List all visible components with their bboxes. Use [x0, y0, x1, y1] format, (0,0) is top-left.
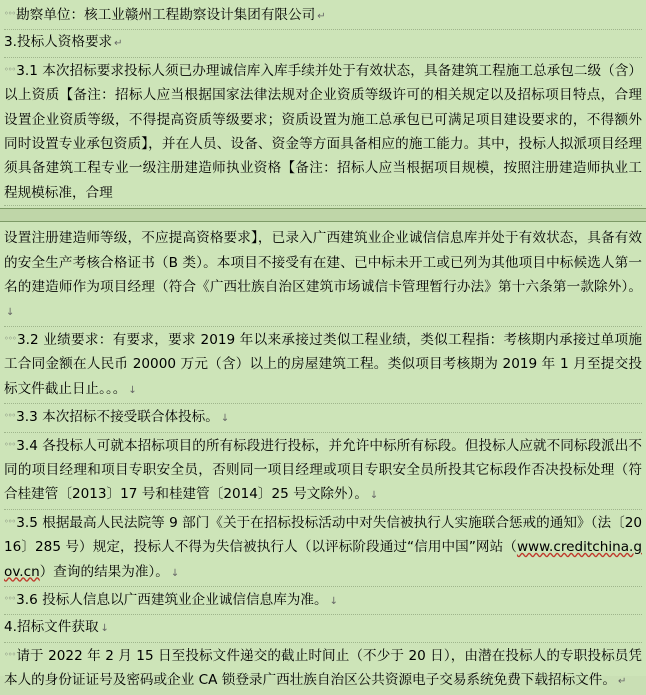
- paragraph-mark-icon: ◦◦◦: [4, 411, 16, 421]
- paragraph-mark-icon: ◦◦◦: [4, 649, 16, 659]
- paragraph-3-2-text: 3.2 业绩要求：有要求，要求 2019 年以来承接过类似工程业绩，类似工程指：考核期内承接过单项施工合同金额在人民币 20000 万元（含）以上的房屋建筑工程。类似项目考核期为 2019 年 1 月至提交投标文件截止日止。。。: [4, 331, 643, 397]
- paragraph-3-1-continued: [4, 226, 642, 327]
- paragraph-3-1: [4, 58, 642, 206]
- paragraph-3-2: [4, 327, 642, 404]
- return-mark-icon: ↵: [317, 11, 326, 22]
- paragraph-mark-icon: ◦◦◦: [4, 9, 16, 18]
- paragraph-4-text: 请于 2022 年 2 月 15 日至投标文件递交的截止时间止（不少于 20 日），由潜在投标人的专职投标员凭本人的身份证证号及密码或企业 CA 锁登录广西壮族自治区公共资源电子交易系统免费下载招标文件。: [4, 647, 642, 689]
- return-mark-icon: ↓: [329, 595, 338, 607]
- paragraph-3-3-text: 3.3 本次招标不接受联合体投标。: [16, 409, 219, 426]
- paragraph-3-1-continued-text: 设置注册建造师等级，不应提高资格要求】，已录入广西建筑业企业诚信信息库并处于有效状态，具备有效的安全生产考核合格证书（B 类）。本项目不接受有在建、已中标未开工或已列为其他项目中标候选人第一名的建造师作为项目经理（符合《广西壮族自治区建筑市场诚信卡管理暂行办法》第十六条第一款除外）。: [4, 230, 642, 296]
- paragraph-4: [4, 643, 642, 695]
- paragraph-3-3: [4, 404, 642, 432]
- return-mark-icon: ↓: [6, 307, 15, 319]
- paragraph-3-5-text-end: ）查询的结果为准）。: [39, 563, 169, 580]
- paragraph-mark-icon: ◦◦◦: [4, 439, 16, 449]
- paragraph-3-6-text: 3.6 投标人信息以广西建筑业企业诚信信息库为准。: [16, 591, 328, 608]
- paragraph-mark-icon: ◦◦◦: [4, 593, 16, 603]
- return-mark-icon: ↓: [128, 384, 137, 396]
- creditchina-link[interactable]: www.creditchina.gov.cn: [4, 539, 642, 580]
- section-3-title-text: 3.投标人资格要求: [4, 34, 113, 51]
- return-mark-icon: ↓: [369, 490, 379, 502]
- section-3-title: [4, 30, 642, 57]
- survey-unit-text: 勘察单位：核工业赣州工程勘察设计集团有限公司: [16, 7, 316, 23]
- paragraph-mark-icon: ◦◦◦: [4, 333, 17, 343]
- section-4-title: [4, 615, 642, 642]
- page-break: [0, 208, 646, 222]
- paragraph-mark-icon: ◦◦◦: [4, 64, 16, 74]
- return-mark-icon: ↓: [170, 567, 180, 579]
- paragraph-3-5-text: 3.5 根据最高人民法院等 9 部门《关于在招标投标活动中对失信被执行人实施联合惩戒的通知》（法〔2016〕285 号）规定，投标人不得为失信被执行人（以评标阶段通过“信用中国”网站（: [4, 514, 642, 556]
- section-4-title-text: 4.招标文件获取: [4, 619, 99, 636]
- paragraph-3-5: [4, 510, 642, 587]
- paragraph-3-4-text: 3.4 各投标人可就本招标项目的所有标段进行投标，并允许中标所有标段。但投标人应就不同标段派出不同的项目经理和项目专职安全员，否则同一项目经理或项目专职安全员所投其它标段作否决投标处理（符合桂建管〔2013〕17 号和桂建管〔2014〕25 号文除外）。: [4, 437, 643, 503]
- return-mark-icon: ↵: [114, 38, 123, 50]
- return-mark-icon: ↵: [617, 676, 627, 688]
- paragraph-3-6: [4, 587, 642, 615]
- return-mark-icon: ↓: [100, 623, 109, 635]
- paragraph-mark-icon: ◦◦◦: [4, 516, 16, 526]
- survey-unit-line: [4, 0, 642, 30]
- paragraph-3-1-text: 3.1 本次招标要求投标人须已办理诚信库入库手续并处于有效状态，具备建筑工程施工总承包二级（含）以上资质【备注：招标人应当根据国家法律法规对企业资质等级许可的相关规定以及招标项目特点，合理设置企业资质等级，不得提高资质等级要求；资质设置为施工总承包已可满足项目建设要求的，不得额外同时设置专业承包资质】，并在人员、设备、资金等方面具备相应的施工能力。其中，投标人拟派项目经理须具备建筑工程专业一级注册建造师执业资格【备注：招标人应当根据项目规模，按照注册建造师执业工程规模标准，合理: [4, 62, 643, 201]
- return-mark-icon: ↓: [220, 413, 230, 425]
- paragraph-3-4: [4, 433, 642, 510]
